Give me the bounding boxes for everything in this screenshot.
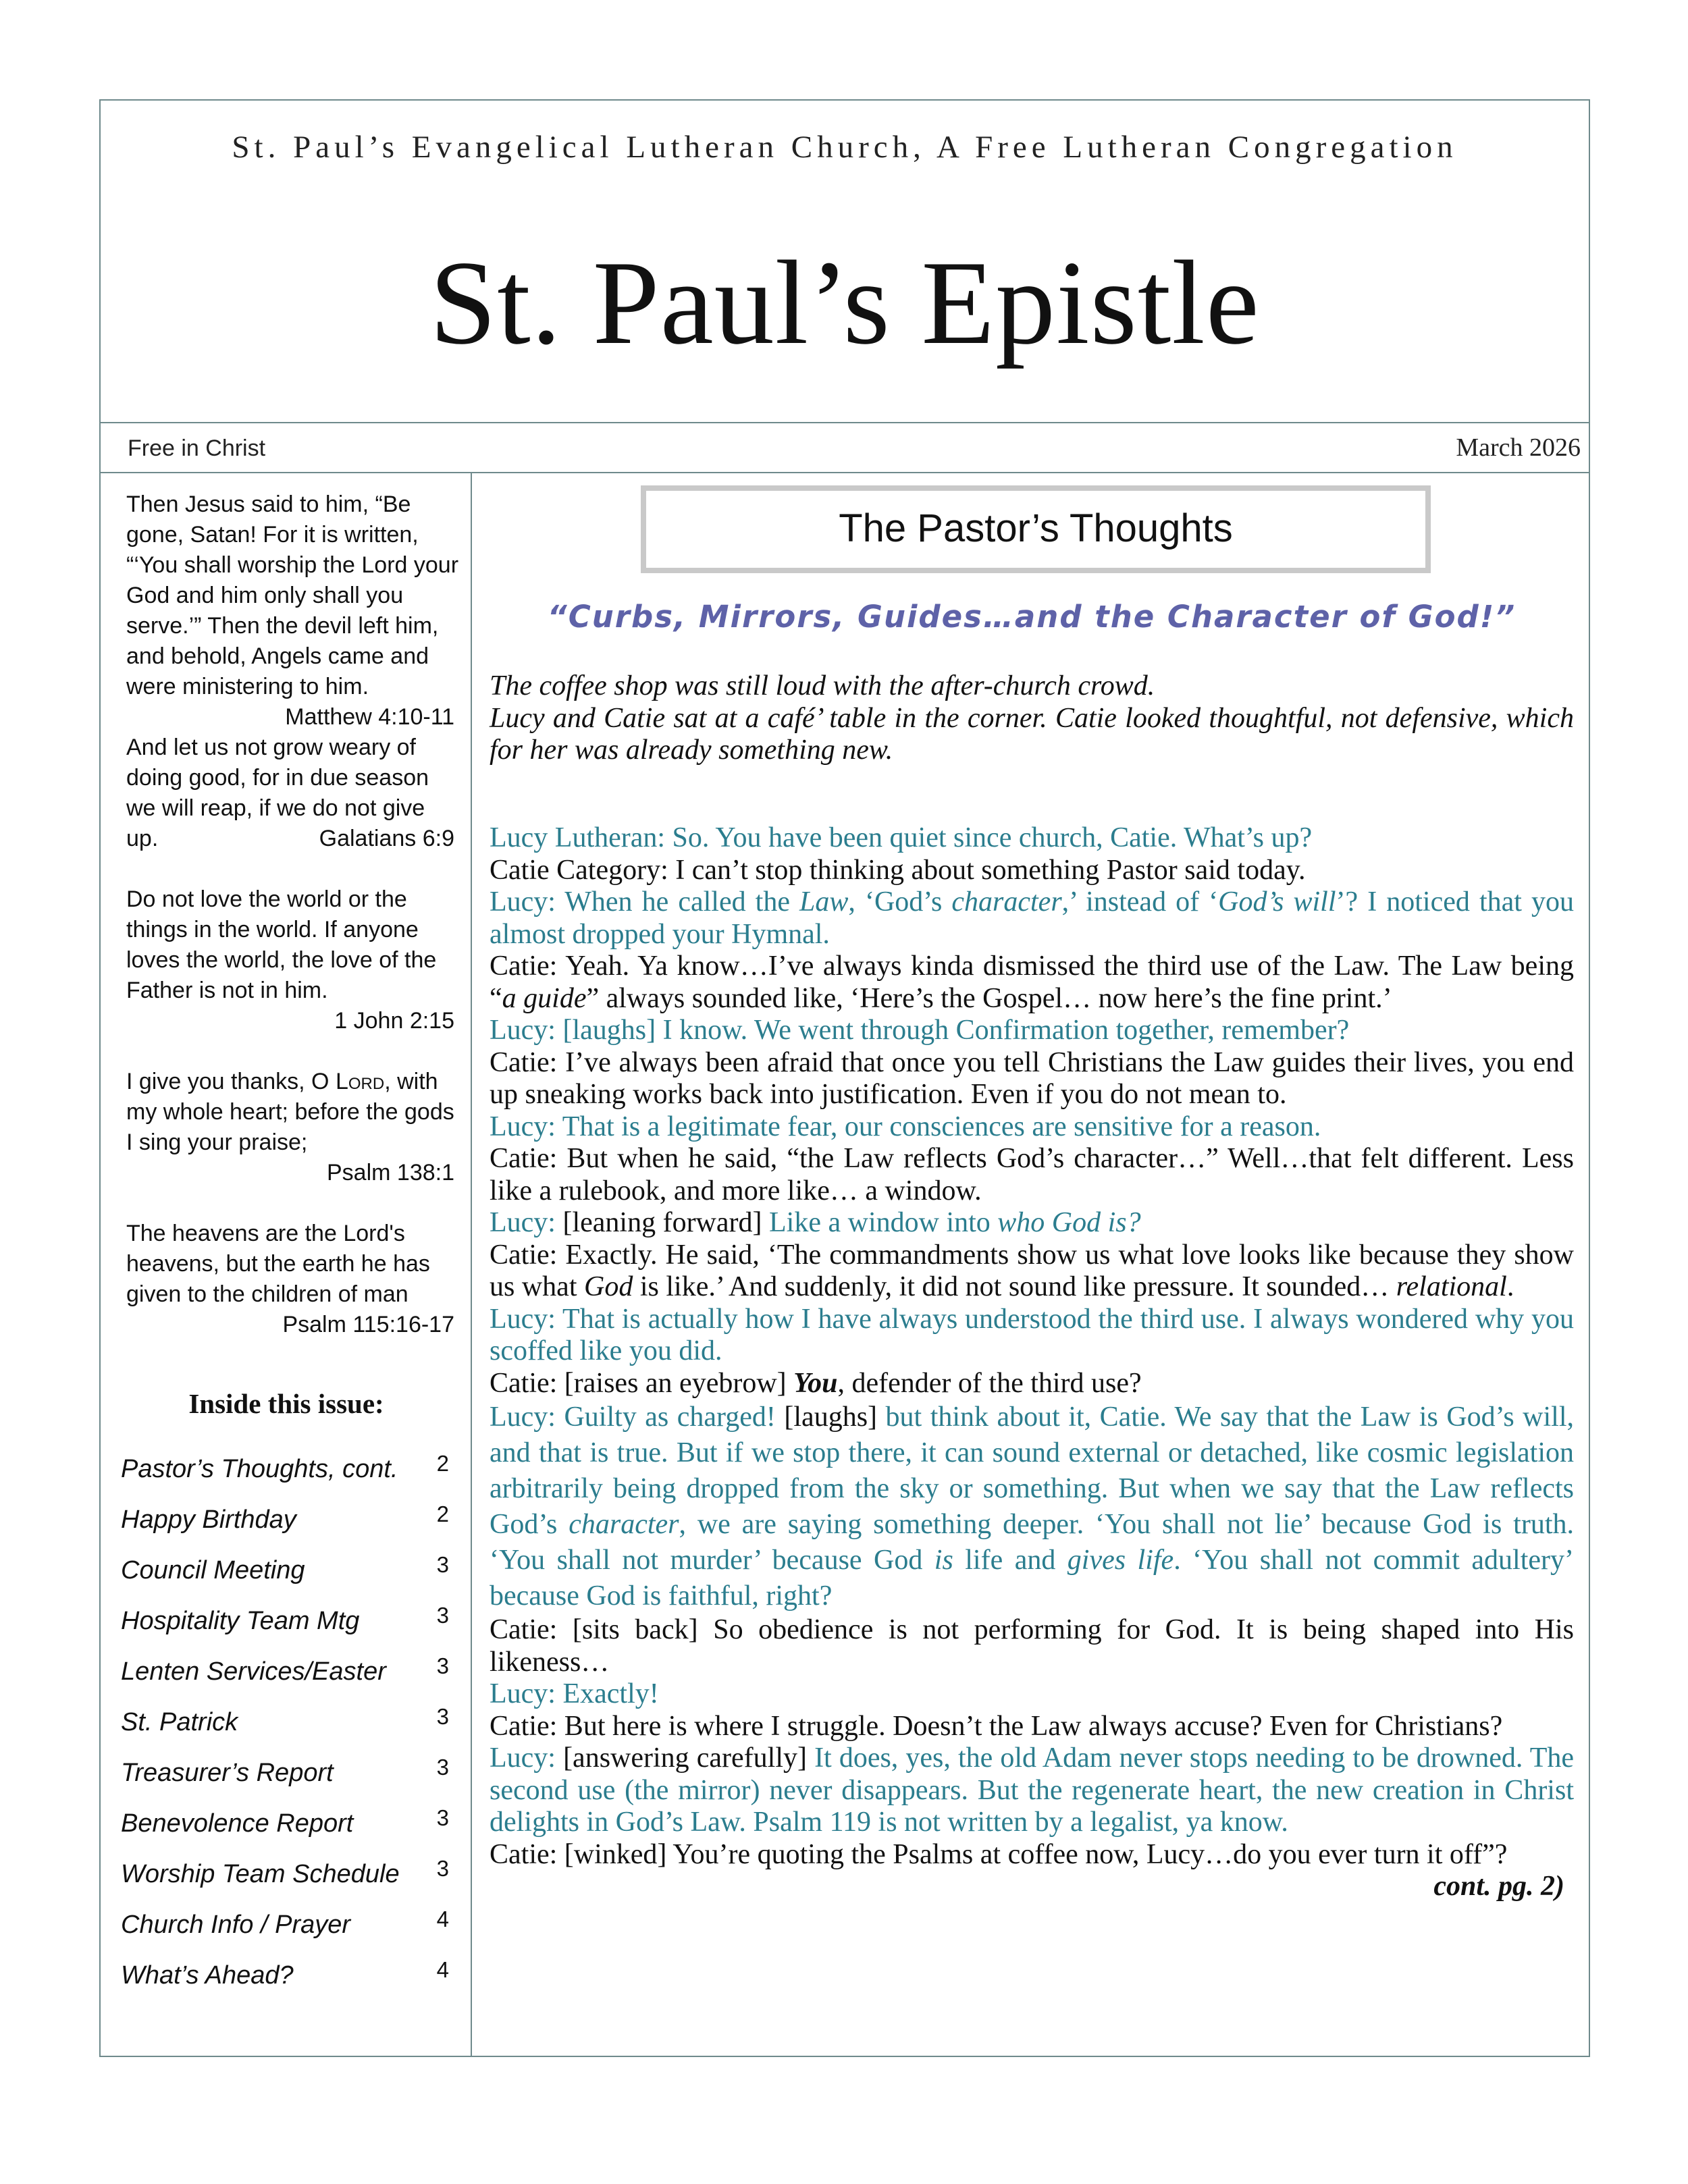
toc-item[interactable] <box>121 1501 458 1556</box>
toc-item[interactable] <box>121 1552 458 1607</box>
dialogue-line: Catie: I’ve always been afraid that once you tell Christians the Law guides their lives, you end up sneaking works back into justification. Even if you do not mean to. <box>490 1046 1574 1110</box>
dialogue-line: Catie Category: I can’t stop thinking about something Pastor said today. <box>490 854 1306 886</box>
toc-title: Treasurer’s Report <box>121 1759 334 1787</box>
toc-title: Hospitality Team Mtg <box>121 1607 360 1635</box>
dialogue-line: Catie: Exactly. He said, ‘The commandments show us what love looks like because they show us what God is like.’ And suddenly, it did not sound like pressure. It sounded… relational. <box>490 1239 1574 1302</box>
verse-2 <box>126 733 460 854</box>
toc-title: St. Patrick <box>121 1708 238 1736</box>
verse-5 <box>126 1219 460 1340</box>
dialogue-line: Catie: Yeah. Ya know…I’ve always kinda dismissed the third use of the Law. The Law being “a guide” always sounded like, ‘Here’s the Gospel… now here’s the fine print.’ <box>490 951 1574 1014</box>
toc-title: What’s Ahead? <box>121 1961 294 1990</box>
main-column <box>473 473 1590 2057</box>
toc-item[interactable] <box>121 1805 458 1860</box>
inside-issue-heading: Inside this issue: <box>188 1388 384 1419</box>
dialogue-line: Lucy: Exactly! <box>490 1678 659 1709</box>
toc-item[interactable] <box>121 1907 458 1961</box>
verse-text: The heavens are the Lord's heavens, but the earth he has given to the children of man <box>126 1221 430 1307</box>
table-of-contents <box>121 1451 458 2012</box>
dialogue-line: Catie: But here is where I struggle. Doesn’t the Law always accuse? Even for Christians? <box>490 1710 1503 1742</box>
newsletter-frame <box>99 99 1590 2057</box>
motto: Free in Christ <box>128 435 266 461</box>
toc-page: 3 <box>436 1805 449 1830</box>
dialogue-line: Lucy: That is actually how I have always understood the third use. I always wondered why you scoffed like you did. <box>490 1303 1574 1366</box>
dialogue-line: Lucy: [leaning forward] Like a window into who God is? <box>490 1207 1141 1238</box>
toc-title: Benevolence Report <box>121 1809 354 1838</box>
toc-item[interactable] <box>121 1704 458 1759</box>
dialogue-line: Catie: [winked] You’re quoting the Psalms at coffee now, Lucy…do you ever turn it off”? cont. pg. 2) <box>490 1839 1574 1871</box>
toc-page: 3 <box>436 1856 449 1881</box>
intro-line: The coffee shop was still loud with the after-church crowd. <box>490 670 1155 701</box>
church-name: St. Paul’s Evangelical Lutheran Church, A Free Lutheran Congregation <box>232 130 1458 165</box>
toc-page: 3 <box>436 1603 449 1628</box>
verse-ref: 1 John 2:15 <box>334 1008 454 1034</box>
toc-page: 2 <box>436 1451 449 1476</box>
dialogue-line: Catie: [raises an eyebrow] You, defender of the third use? <box>490 1367 1142 1399</box>
toc-page: 3 <box>436 1755 449 1780</box>
dialogue-line: Catie: But when he said, “the Law reflects God’s character…” Well…that felt different. Less like a rulebook, and more like… a window. <box>490 1143 1574 1206</box>
toc-title: Lenten Services/Easter <box>121 1657 386 1686</box>
dialogue-line: Lucy: Guilty as charged! [laughs] but think about it, Catie. We say that the Law is God’s will, and that is true. But if we stop there, it can sound external or detached, like cosmic legislation arbitrarily being dropped from the sky or something. But when we say that the Law reflects God’s character, we are saying something deeper. ‘You shall not lie’ because God is truth. ‘You shall not murder’ because God is life and gives life. ‘You shall not commit adultery’ because God is faithful, right? <box>490 1402 1574 1612</box>
toc-title: Happy Birthday <box>121 1506 296 1534</box>
toc-item[interactable] <box>121 1856 458 1911</box>
verse-ref: Psalm 115:16-17 <box>282 1312 454 1337</box>
verse-text: And let us not grow weary of doing good, for in due season we will reap, if we do not give up. <box>126 735 429 851</box>
verse-text: Do not love the world or the things in the world. If anyone loves the world, the love of the Father is not in him. <box>126 886 437 1003</box>
dialogue-line: Lucy: That is a legitimate fear, our consciences are sensitive for a reason. <box>490 1111 1321 1142</box>
verse-ref: Galatians 6:9 <box>319 826 454 851</box>
toc-page: 2 <box>436 1501 449 1526</box>
toc-title: Worship Team Schedule <box>121 1860 400 1888</box>
verse-3 <box>126 884 460 1036</box>
masthead <box>101 101 1589 423</box>
toc-title: Church Info / Prayer <box>121 1911 351 1939</box>
dialogue-line: Lucy: When he called the Law, ‘God’s character,’ instead of ‘God’s will’? I noticed that you almost dropped your Hymnal. <box>490 886 1574 950</box>
section-heading-box <box>641 485 1431 573</box>
toc-page: 3 <box>436 1653 449 1678</box>
intro-line: Lucy and Catie sat at a café’ table in the corner. Catie looked thoughtful, not defensive, which for her was already something new. <box>490 702 1574 766</box>
toc-page: 4 <box>436 1957 449 1982</box>
toc-title: Council Meeting <box>121 1556 305 1584</box>
info-bar <box>101 423 1589 473</box>
issue-date: March 2026 <box>1456 433 1581 462</box>
verse-text: I give you thanks, O <box>126 1069 336 1094</box>
dialogue-line: Catie: [sits back] So obedience is not performing for God. It is being shaped into His likeness… <box>490 1614 1574 1678</box>
toc-item[interactable] <box>121 1603 458 1657</box>
dialogue-line: Lucy Lutheran: So. You have been quiet since church, Catie. What’s up? <box>490 822 1313 853</box>
dialogue-line: Lucy: [laughs] I know. We went through Confirmation together, remember? <box>490 1015 1350 1046</box>
verse-text: Then Jesus said to him, “Be gone, Satan! For it is written, “‘You shall worship the Lord your God and him only shall you serve.’” Then the devil left him, and behold, Angels came and were ministering to him. <box>126 491 459 699</box>
dialogue-line: Lucy: [answering carefully] It does, yes, the old Adam never stops needing to be drowned. The second use (the mirror) never disappears. But the regenerate heart, the new creation in Christ delights in God’s Law. Psalm 119 is not written by a legalist, ya know. <box>490 1742 1574 1838</box>
article-dialogue <box>490 822 1574 1903</box>
verse-1 <box>126 489 460 733</box>
verse-text-cont: , with my whole heart; before the gods I sing your praise; <box>126 1069 454 1155</box>
verse-ref: Psalm 138:1 <box>327 1160 454 1186</box>
toc-item[interactable] <box>121 1755 458 1809</box>
toc-title: Pastor’s Thoughts, cont. <box>121 1455 398 1483</box>
article-intro <box>490 670 1574 767</box>
continued-note: cont. pg. 2) <box>1433 1871 1564 1902</box>
verse-ref: Matthew 4:10-11 <box>285 704 454 730</box>
section-heading: The Pastor’s Thoughts <box>839 506 1233 550</box>
toc-page: 3 <box>436 1552 449 1577</box>
toc-item[interactable] <box>121 1957 458 2012</box>
newsletter-title: St. Paul’s Epistle <box>429 236 1260 369</box>
toc-item[interactable] <box>121 1653 458 1708</box>
verse-4 <box>126 1067 460 1188</box>
article-title: “Curbs, Mirrors, Guides…and the Character of God!” <box>547 599 1516 635</box>
toc-page: 4 <box>436 1907 449 1932</box>
lord-small-caps: Lord <box>335 1069 385 1094</box>
toc-page: 3 <box>436 1704 449 1729</box>
toc-item[interactable] <box>121 1451 458 1506</box>
sidebar <box>101 473 472 2057</box>
